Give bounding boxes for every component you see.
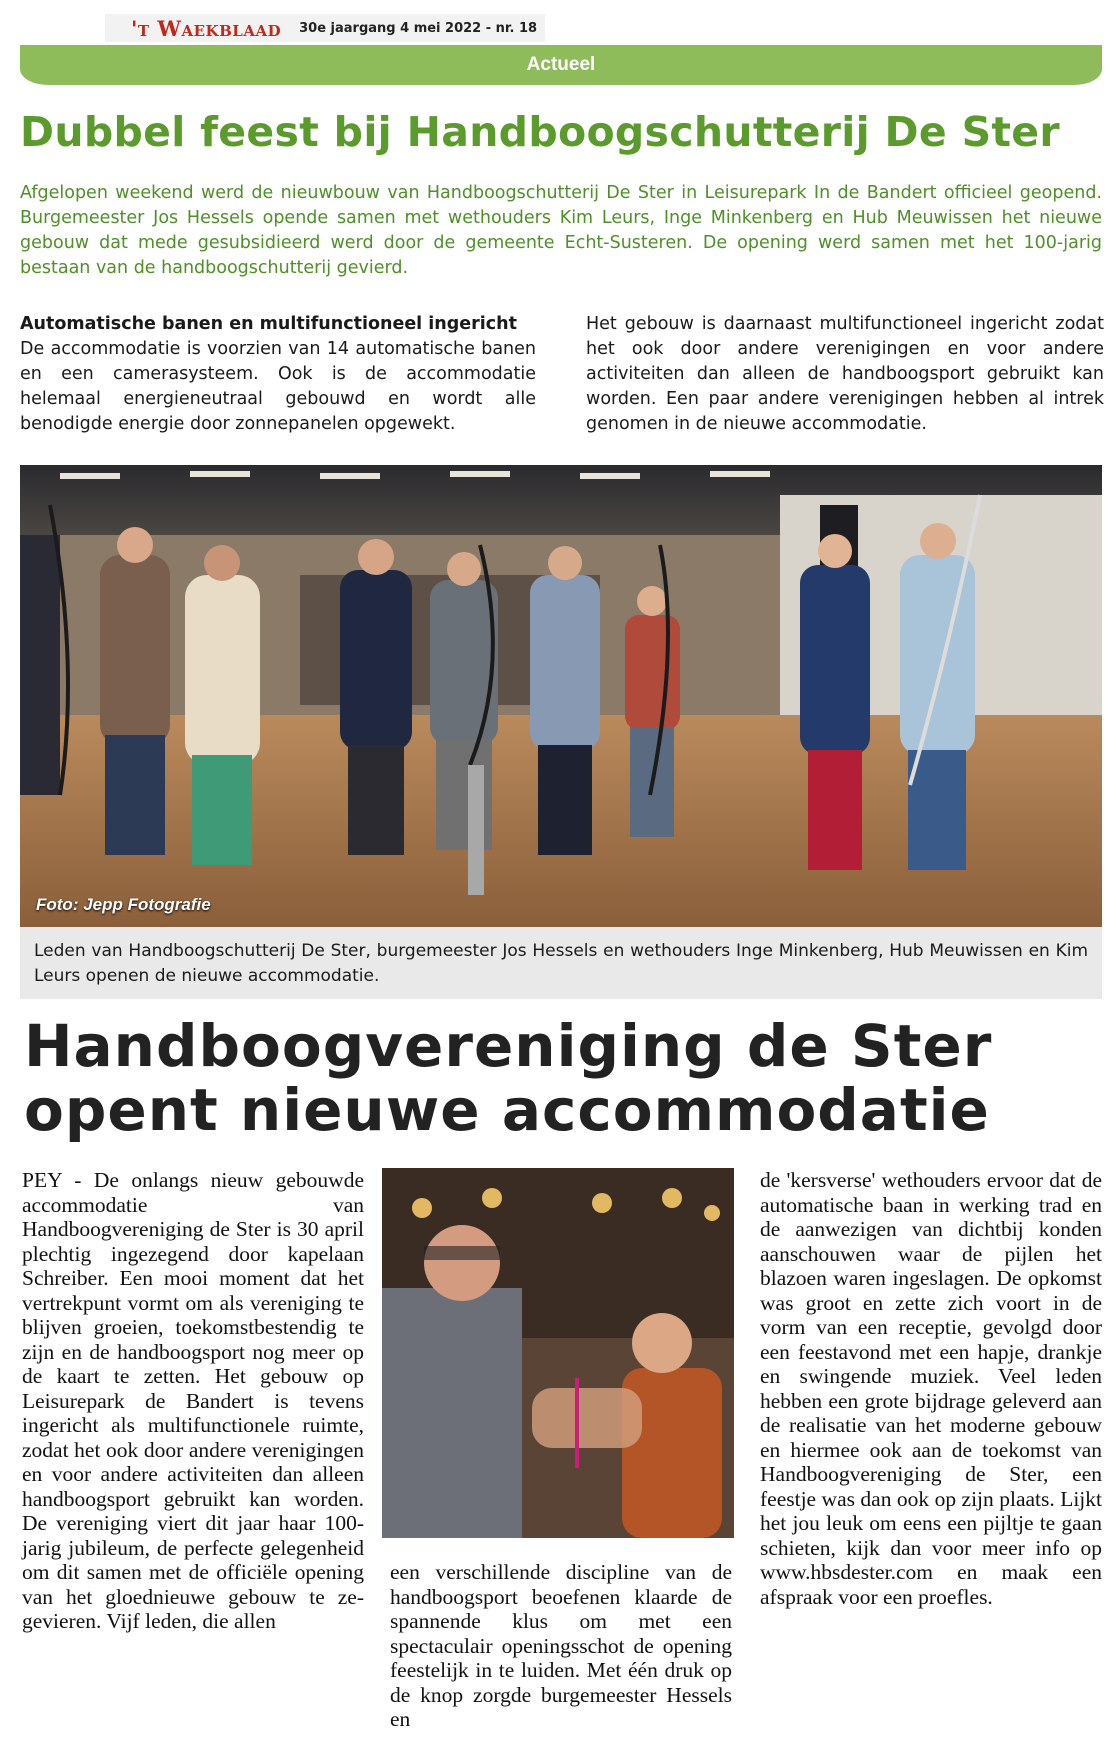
photo-caption: Leden van Handboogschutterij De Ster, burgemeester Jos Hessels en wethouders Inge Minkenberg, Hub Meuwissen en Kim Leurs openen de nieuwe accommodatie. [34,941,1088,986]
article2-column-2: een verschillende discipline van de handboogsport beoefenen klaarde de spannende klus om met een spectaculair openingsschot de opening feestelijk in te luiden. Met één druk op de knop zorgde burgemeester Hessels en [390,1560,732,1731]
handover-photo-illustration [382,1168,734,1538]
article1-body-right: Het gebouw is daarnaast multifunctioneel ingericht zodat het ook door andere verenigingen en voor andere activiteiten dan alleen de handboogsport gebruikt kan worden. Een paar andere verenigingen hebben al intrek genomen in de nieuwe accommodatie. [586,314,1104,434]
article1-headline: Dubbel feest bij Handboogschutterij De Ster [20,108,1060,156]
newspaper-logo: 't Waekblaad [131,15,282,41]
arrow-handover-photo [382,1168,734,1538]
photo-credit: Foto: Jepp Fotografie [36,895,211,914]
article2-headline: Handboogvereniging de Ster opent nieuwe accommodatie [24,1012,993,1144]
issue-info: 30e jaargang 4 mei 2022 - nr. 18 [299,20,538,36]
opening-group-photo [20,465,1102,927]
group-photo-illustration [20,465,1102,927]
section-band: Actueel [20,45,1102,85]
article1-column-left [20,312,536,437]
masthead [105,14,545,42]
article1-lead: Afgelopen weekend werd de nieuwbouw van Handboogschutterij De Ster in Leisurepark In de Bandert officieel geopend. Burgemeester Jos Hessels opende samen met wethouders Kim Leurs, Inge Minkenberg en Hub Meuwissen het nieuwe gebouw dat mede gesubsidieerd werd door de gemeente Echt-Susteren. De opening werd samen met het 100-jarig bestaan van de handboogschutterij gevierd. [20,183,1102,278]
article1-body-left: De accommodatie is voorzien van 14 automatische banen en een camerasysteem. Ook is de accommodatie helemaal energieneutraal gebouwd en wordt alle benodigde energie door zonnepanelen opgewekt. [20,339,536,434]
article2-column-3: de 'kersverse' wethouders ervoor dat de automatische baan in werking trad en de aanwezigen van dichtbij konden aanschouwen waar de pijlen het blazoen waren ingeslagen. De opkomst was groot en zette zich voort in de vorm van een receptie, gevolgd door een feestavond met een hapje, drankje en swingende muziek. Veel leden hebben een grote bijdrage geleverd aan de realisatie van het moderne gebouw en hiermee ook aan de toekomst van Handboogvereniging de Ster, een feestje was dan ook op zijn plaats. Lijkt het jou leuk om eens een pijltje te gaan schieten, kijk dan voor meer info op www.hbsdester.com en maak een afspraak voor een proefles. [760,1168,1102,1609]
article1-subhead: Automatische banen en multifunctioneel ingericht [20,314,517,334]
article2-column-1: PEY - De onlangs nieuw gebouwde accommodatie van Handboogvereniging de Ster is 30 april plechtig ingezegend door kapelaan Schreiber. Een mooi moment dat het vertrekpunt vormt om als vereniging te blijven groeien, toekomstbestendig te zijn en de handboogsport nog meer op de kaart te zetten. Het gebouw op Leisurepark de Bandert is tevens ingericht als multifunctionele ruimte, zodat het ook door andere verenigingen en voor andere activiteiten dan alleen handboogsport gebruikt kan worden. De vereniging viert dit jaar haar 100-jarig jubileum, de perfecte gelegenheid om dit samen met de officiële opening van het gloednieuwe gebouw te zegevieren. Vijf leden, die allen [22,1168,364,1633]
